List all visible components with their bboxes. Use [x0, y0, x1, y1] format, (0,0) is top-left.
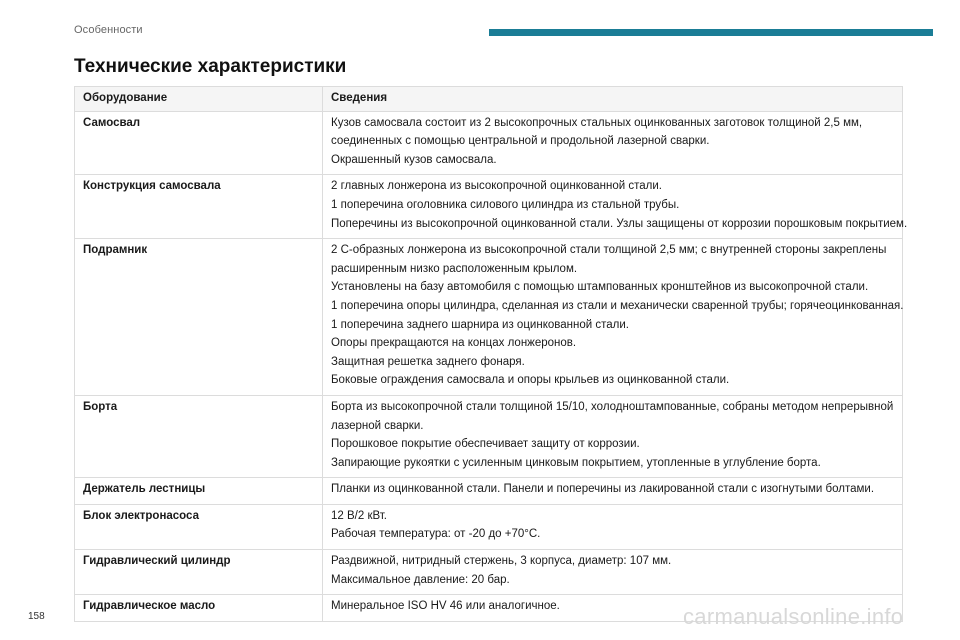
equipment-name: Борта	[75, 395, 323, 477]
equipment-name: Держатель лестницы	[75, 478, 323, 505]
details-line: Планки из оцинкованной стали. Панели и поперечины из лакированной стали с изогнутыми болтами.	[331, 483, 875, 496]
specs-table-body	[75, 111, 908, 621]
table-row	[75, 478, 903, 505]
table-row	[75, 111, 903, 175]
details-line: расширенным низко расположенным крылом.	[331, 262, 578, 275]
table-row	[75, 175, 903, 239]
details-line: 1 поперечина опоры цилиндра, сделанная из стали и механически сваренной трубы; горячеоцинкованная.	[331, 299, 904, 312]
table-row	[75, 504, 903, 549]
details-line: 1 поперечина заднего шарнира из оцинкованной стали.	[331, 318, 629, 331]
specs-table	[74, 86, 908, 622]
details-line: Опоры прекращаются на концах лонжеронов.	[331, 337, 577, 350]
header-accent-bar	[489, 29, 933, 36]
details-line: Окрашенный кузов самосвала.	[331, 153, 497, 166]
equipment-details	[323, 239, 903, 396]
details-line: 2 С-образных лонжерона из высокопрочной стали толщиной 2,5 мм; с внутренней стороны закреплены	[331, 244, 887, 257]
table-header-row	[75, 87, 903, 112]
details-line: 2 главных лонжерона из высокопрочной оцинкованной стали.	[331, 180, 662, 193]
equipment-name: Самосвал	[75, 111, 323, 175]
equipment-details	[323, 478, 903, 505]
details-line: Максимальное давление: 20 бар.	[331, 573, 510, 586]
equipment-name: Подрамник	[75, 239, 323, 396]
details-line: Порошковое покрытие обеспечивает защиту от коррозии.	[331, 438, 640, 451]
equipment-details	[323, 550, 903, 595]
details-line: соединенных с помощью центральной и продольной лазерной сварки.	[331, 135, 710, 148]
equipment-name: Гидравлическое масло	[75, 595, 323, 622]
details-line: лазерной сварки.	[331, 419, 424, 432]
equipment-details	[323, 504, 903, 549]
details-line: Минеральное ISO HV 46 или аналогичное.	[331, 600, 560, 613]
table-row	[75, 395, 903, 477]
page-title: Технические характеристики	[74, 56, 347, 77]
details-line: Раздвижной, нитридный стержень, 3 корпуса, диаметр: 107 мм.	[331, 555, 672, 568]
details-line: 1 поперечина оголовника силового цилиндра из стальной трубы.	[331, 198, 680, 211]
equipment-details	[323, 175, 908, 239]
details-line: Установлены на базу автомобиля с помощью штампованных кронштейнов из высокопрочной стали.	[331, 281, 869, 294]
details-line: Поперечины из высокопрочной оцинкованной стали. Узлы защищены от коррозии порошковым покрытием.	[331, 217, 908, 230]
equipment-name: Конструкция самосвала	[75, 175, 323, 239]
watermark: carmanualsonline.info	[683, 604, 904, 629]
details-line: Защитная решетка заднего фонаря.	[331, 355, 525, 368]
details-line: Борта из высокопрочной стали толщиной 15/10, холодноштампованные, собраны методом непрерывной	[331, 400, 894, 413]
details-line: Боковые ограждения самосвала и опоры крыльев из оцинкованной стали.	[331, 374, 730, 387]
page-number: 158	[28, 611, 45, 622]
details-line: Кузов самосвала состоит из 2 высокопрочных стальных оцинкованных заготовок толщиной 2,5 мм,	[331, 116, 863, 129]
column-header-equipment: Оборудование	[75, 87, 323, 112]
table-row	[75, 239, 903, 396]
column-header-details: Сведения	[323, 87, 903, 112]
details-line: Рабочая температура: от -20 до +70°С.	[331, 528, 541, 541]
table-row	[75, 550, 903, 595]
section-label: Особенности	[74, 24, 143, 36]
equipment-details	[323, 111, 903, 175]
details-line: 12 В/2 кВт.	[331, 509, 387, 522]
equipment-name: Блок электронасоса	[75, 504, 323, 549]
equipment-details	[323, 395, 903, 477]
details-line: Запирающие рукоятки с усиленным цинковым покрытием, утопленные в углубление борта.	[331, 456, 821, 469]
equipment-name: Гидравлический цилиндр	[75, 550, 323, 595]
